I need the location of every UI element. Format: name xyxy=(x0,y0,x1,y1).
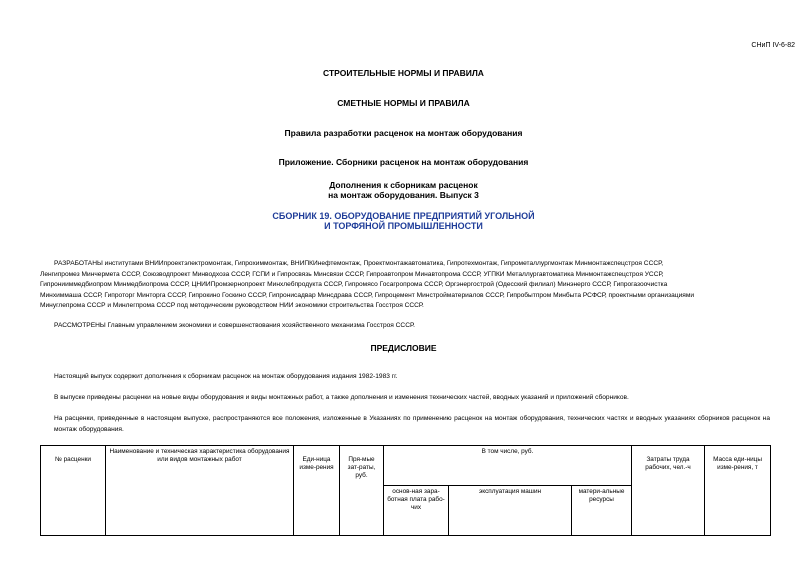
title-appendix: Приложение. Сборники расценок на монтаж оборудования xyxy=(278,157,529,167)
header-including: В том числе, руб. xyxy=(384,446,632,486)
preface-text-3: На расценки, приведенные в настоящем выпуске, распространяются все положения, изложенные в Указаниях по применению расценок на монтаж оборудования, технических частях и вводных указаниях сборников расценок на монтаж оборудования. xyxy=(54,415,770,433)
header-direct-costs: Пря-мые зат-раты, руб. xyxy=(340,446,384,536)
title-rules: Правила разработки расценок на монтаж оборудования xyxy=(284,128,523,138)
preface-text-1: Настоящий выпуск содержит дополнения к сборникам расценок на монтаж оборудования издания 1982-1983 гг. xyxy=(54,373,398,380)
collection-title-line1: СБОРНИК 19. ОБОРУДОВАНИЕ ПРЕДПРИЯТИЙ УГОЛЬНОЙ xyxy=(272,211,535,221)
title-building-norms: СТРОИТЕЛЬНЫЕ НОРМЫ И ПРАВИЛА xyxy=(323,68,484,78)
reviewed-paragraph xyxy=(40,321,770,332)
reviewed-text: РАССМОТРЕНЫ Главным управлением экономики и совершенствования хозяйственного механизма Госстроя СССР. xyxy=(54,322,415,329)
header-name: Наименование и техническая характеристика оборудования или видов монтажных работ xyxy=(106,446,294,536)
subheader-machine-operation: эксплуатация машин xyxy=(449,486,572,536)
preface-paragraph-2 xyxy=(40,393,770,404)
header-labor-costs: Затраты труда рабочих, чел.-ч xyxy=(632,446,705,536)
collection-title-line2: И ТОРФЯНОЙ ПРОМЫШЛЕННОСТИ xyxy=(324,221,483,231)
header-unit: Еди-ница изме-рения xyxy=(294,446,340,536)
developed-line: Минхиммаша СССР, Гипроторг Минторга СССР, Гипрокино Госкино СССР, Гипронисадвар Минсдрава СССР, Гипроцемент Минстройматериалов СССР, Гипробытпром Минбыта РСФСР, проектными организациями xyxy=(40,291,695,299)
title-supplements-line1: Дополнения к сборникам расценок xyxy=(329,180,478,190)
title-supplements-line2: на монтаж оборудования. Выпуск 3 xyxy=(328,190,479,200)
title-estimate-norms: СМЕТНЫЕ НОРМЫ И ПРАВИЛА xyxy=(337,98,470,108)
preface-paragraph-1 xyxy=(40,372,770,383)
developed-line: РАЗРАБОТАНЫ институтами ВНИИпроектэлектромонтаж, Гипрохиммонтаж, ВНИПКИнефтемонтаж, Проектмонтажавтоматика, Гипротехмонтаж, Гипрометаллургмонтаж Минмонтажспецстроя СССР, xyxy=(54,260,664,267)
subheader-basic-wage: основ-ная зара-ботная плата рабо-чих xyxy=(384,486,449,536)
rates-table-header xyxy=(40,445,771,536)
document-code: СНиП IV-6-82 xyxy=(751,42,795,49)
preface-text-2: В выпуске приведены расценки на новые виды оборудования и виды монтажных работ, а также дополнения и изменения технических частей, вводных указаний и приложений сборников. xyxy=(54,394,629,401)
developed-paragraph xyxy=(40,259,770,312)
developed-line: Минуглепрома СССР и Минлегпрома СССР под методическим руководством НИИ экономики строительства Госстроя СССР. xyxy=(40,302,424,309)
subheader-material-resources: матери-альные ресурсы xyxy=(572,486,632,536)
preface-title: ПРЕДИСЛОВИЕ xyxy=(370,343,437,353)
header-rate-number: № расценки xyxy=(41,446,106,536)
preface-paragraph-3 xyxy=(40,414,770,435)
developed-line: Ленгипромез Минчермета СССР, Союзводпроект Минводхоза СССР, ГСПИ и Гипросвязь Минсвязи СССР, Гипроавтопром Минавтопрома СССР, УГПКИ Металлургавтоматика Минмонтажспецстроя УССР, xyxy=(40,270,664,278)
header-unit-mass: Масса еди-ницы изме-рения, т xyxy=(705,446,771,536)
developed-line: Гипронииммедбиопром Минмедбиопрома СССР, ЦНИИПромзернопроект Минхлебпродукта СССР, Гипромясо Госагропрома СССР, Оргэнергострой (Одесский филиал) Минэнерго СССР, Гипрогазоочистка xyxy=(40,281,668,288)
